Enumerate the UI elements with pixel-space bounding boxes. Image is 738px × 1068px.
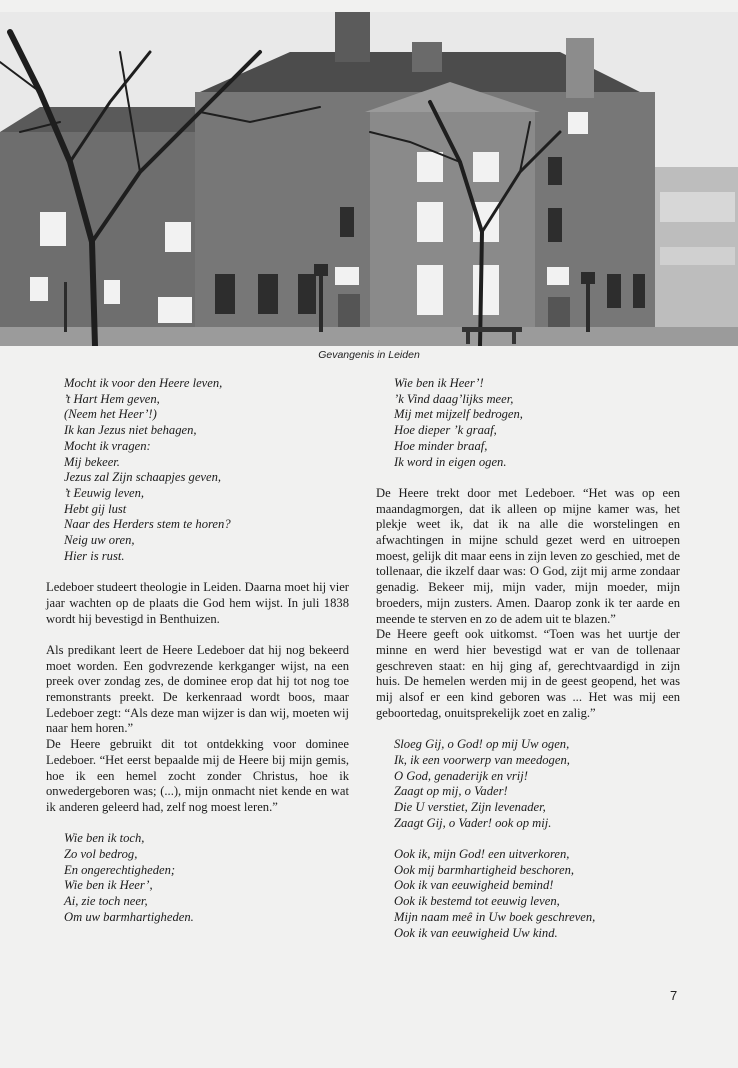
poem-line: Ik kan Jezus niet behagen, (64, 423, 197, 438)
poem-mocht-ik (46, 376, 349, 564)
poem-line: Wie ben ik Heer’! (394, 376, 484, 390)
paragraph-predikant: Als predikant leert de Heere Ledeboer dat hij nog bekeerd moet worden. Een godvrezende kerkganger wijst, na een preek over zondag zes, de dominee erop dat hij tot nog toe remonstrants preekt. De kerkenraad wordt boos, maar Ledeboer zegt: “Als deze man wijzer is dan wij, moeten wij naar hem horen.” (46, 642, 349, 736)
poem-line: Hoe minder braaf, (394, 438, 488, 453)
paragraph-uitkomst: De Heere geeft ook uitkomst. “Toen was het uurtje der minne en werd hier bevestigd wat er van de tollenaar geschreven staat: en hij ging af, gerechtvaardigd in zijn huis. De hemelen werden mij in de geest geopend, het was mij alsof er een kind geboren was ... Het was mij een geboortedag, onuitsprekelijk zoet en zalig.” (376, 627, 680, 720)
poem-line: Ook ik, mijn God! een uitverkoren, (394, 847, 570, 862)
building-photo (0, 12, 738, 346)
poem-wie-ben-ik-toch (46, 831, 349, 925)
poem-line: Mijn naam meê in Uw boek geschreven, (394, 909, 596, 924)
poem-line: Ik word in eigen ogen. (394, 454, 507, 469)
poem-wie-ben-ik-heer (376, 376, 680, 470)
poem-line: Ai, zie toch neer, (64, 894, 148, 909)
poem-line: En ongerechtigheden; (64, 862, 176, 877)
poem-line: Ook ik van eeuwigheid bemind! (394, 878, 554, 893)
poem-line: Wie ben ik toch, (64, 831, 145, 846)
poem-line: (Neem het Heer’!) (64, 407, 157, 422)
poem-line: Zaagt Gij, o Vader! ook op mij. (394, 815, 552, 830)
poem-line: ’k Vind daag’lijks meer, (394, 391, 514, 406)
paragraph-maandagmorgen: De Heere trekt door met Ledeboer. “Het was op een maandagmorgen, dat ik alleen op mijne kamer was, het plekje weet ik, dat ik na alle die worstelingen en afwachtingen in mijne schuld gezet werd en uitroepen moest, gelijk dit maar eens in zijn leven zo geschied, met de tollenaar, die ikzelf daar was: O God, zijt mij arme zondaar genadig. Bekeer mij, mijn vader, mijn moeder, mijn broeders, mijn zusters. Amen. Daarop zonk ik ter aarde en meende te sterven en zo de adem uit te blazen.” (376, 485, 680, 626)
poem-line: Hebt gij lust (64, 501, 127, 516)
left-column (46, 376, 349, 926)
poem-line: Neig uw oren, (64, 533, 135, 548)
poem-line: O God, genaderijk en vrij! (394, 768, 528, 783)
poem-line: Mocht ik voor den Heere leven, (64, 376, 223, 390)
poem-line: Ook ik van eeuwigheid Uw kind. (394, 925, 558, 940)
poem-line: Sloeg Gij, o God! op mij Uw ogen, (394, 737, 570, 752)
poem-line: Ook mij barmhartigheid beschoren, (394, 862, 575, 877)
poem-line: Om uw barmhartigheden. (64, 909, 194, 924)
poem-line: Jezus zal Zijn schaapjes geven, (64, 470, 222, 485)
poem-ook-ik (376, 847, 680, 941)
photo-caption: Gevangenis in Leiden (318, 349, 420, 361)
poem-line: Mij bekeer. (64, 454, 120, 469)
poem-line: ’t Hart Hem geven, (64, 391, 160, 406)
poem-line: Hier is rust. (64, 548, 125, 563)
poem-line: Hoe dieper ’k graaf, (394, 423, 497, 438)
poem-line: Naar des Herders stem te horen? (64, 517, 231, 532)
poem-line: Mocht ik vragen: (64, 438, 151, 453)
right-column (376, 376, 680, 941)
poem-line: Zo vol bedrog, (64, 847, 138, 862)
paragraph-ontdekking: De Heere gebruikt dit tot ontdekking voor dominee Ledeboer. “Het eerst bepaalde mij de Heere bij mijn gemis, hoe ik een hemel zocht zonder Christus, hoe ik onwedergeboren was; (...), mijn onmacht niet kende en wat ik anderen geleerd had, zelf nog moest leren.” (46, 737, 349, 814)
poem-sloeg-gij (376, 737, 680, 831)
poem-line: Zaagt op mij, o Vader! (394, 784, 508, 799)
poem-line: Mij met mijzelf bedrogen, (394, 407, 523, 422)
paragraph-studeert: Ledeboer studeert theologie in Leiden. Daarna moet hij vier jaar wachten op de plaats die God hem wijst. In juli 1838 wordt hij bevestigd in Benthuizen. (46, 580, 349, 626)
poem-line: Wie ben ik Heer’, (64, 878, 153, 893)
poem-line: Ik, ik een voorwerp van meedogen, (394, 752, 570, 767)
poem-line: Ook ik bestemd tot eeuwig leven, (394, 894, 560, 909)
poem-line: Die U verstiet, Zijn levenader, (394, 799, 546, 814)
page-number: 7 (670, 988, 678, 1003)
poem-line: ’t Eeuwig leven, (64, 485, 145, 500)
